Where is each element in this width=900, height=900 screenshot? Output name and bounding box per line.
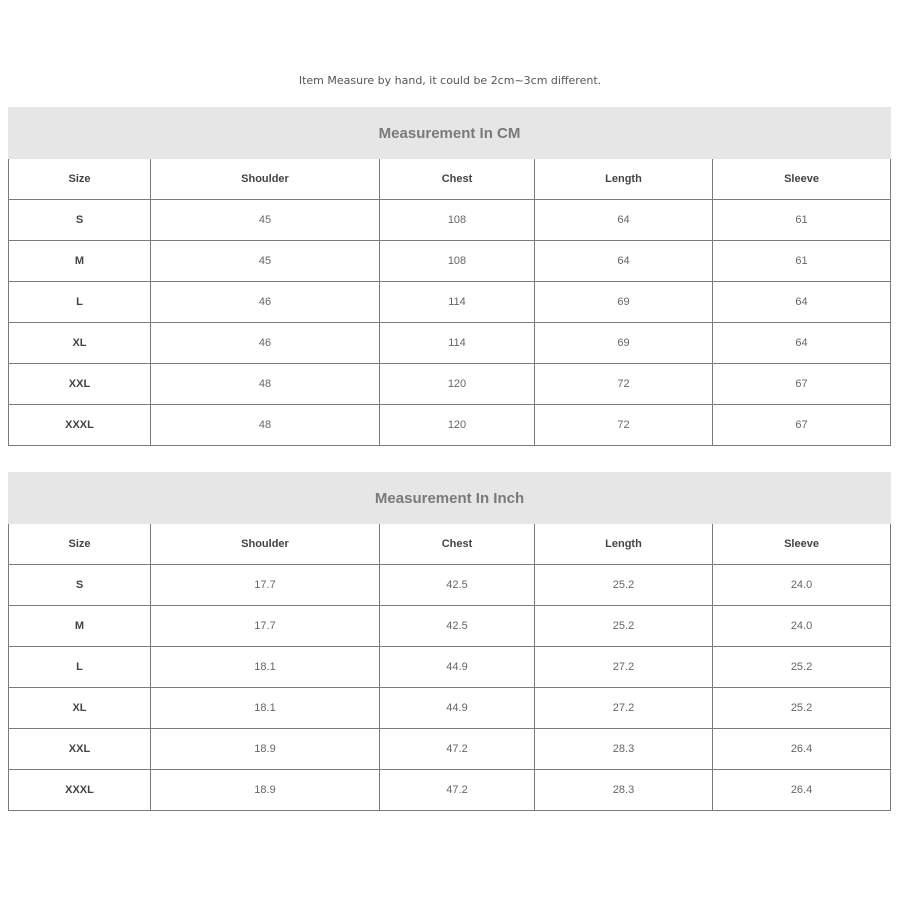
cell-length: 72 xyxy=(535,364,713,405)
cell-shoulder: 48 xyxy=(151,364,380,405)
table-row xyxy=(9,688,891,729)
cell-length: 69 xyxy=(535,282,713,323)
cell-sleeve: 64 xyxy=(713,282,891,323)
cell-shoulder: 18.1 xyxy=(151,688,380,729)
cell-chest: 114 xyxy=(380,282,535,323)
table-row xyxy=(9,770,891,811)
cell-size: XXXL xyxy=(9,770,151,811)
column-header-chest: Chest xyxy=(380,159,535,200)
table-row xyxy=(9,729,891,770)
cell-size: S xyxy=(9,565,151,606)
cell-chest: 108 xyxy=(380,200,535,241)
cell-shoulder: 17.7 xyxy=(151,606,380,647)
size-table-cm xyxy=(8,107,891,446)
column-header-sleeve: Sleeve xyxy=(713,524,891,565)
table-body xyxy=(9,565,891,811)
cell-chest: 108 xyxy=(380,241,535,282)
cell-chest: 47.2 xyxy=(380,729,535,770)
cell-sleeve: 26.4 xyxy=(713,770,891,811)
table-row xyxy=(9,606,891,647)
cell-shoulder: 45 xyxy=(151,200,380,241)
column-header-sleeve: Sleeve xyxy=(713,159,891,200)
table-caption-row xyxy=(9,108,891,159)
column-header-length: Length xyxy=(535,524,713,565)
cell-sleeve: 61 xyxy=(713,241,891,282)
table-row xyxy=(9,241,891,282)
cell-shoulder: 45 xyxy=(151,241,380,282)
cell-shoulder: 17.7 xyxy=(151,565,380,606)
cell-size: L xyxy=(9,282,151,323)
cell-size: XL xyxy=(9,323,151,364)
cell-sleeve: 24.0 xyxy=(713,606,891,647)
cell-shoulder: 18.9 xyxy=(151,729,380,770)
cell-shoulder: 48 xyxy=(151,405,380,446)
cell-chest: 114 xyxy=(380,323,535,364)
cell-length: 25.2 xyxy=(535,606,713,647)
table-title: Measurement In CM xyxy=(9,108,891,159)
cell-size: XXL xyxy=(9,729,151,770)
table-caption-row xyxy=(9,473,891,524)
table-header-row xyxy=(9,524,891,565)
table-body xyxy=(9,200,891,446)
table-header-row xyxy=(9,159,891,200)
cell-length: 64 xyxy=(535,241,713,282)
cell-size: S xyxy=(9,200,151,241)
cell-chest: 44.9 xyxy=(380,688,535,729)
cell-shoulder: 18.1 xyxy=(151,647,380,688)
table-row xyxy=(9,323,891,364)
cell-sleeve: 25.2 xyxy=(713,647,891,688)
column-header-shoulder: Shoulder xyxy=(151,524,380,565)
cell-length: 28.3 xyxy=(535,729,713,770)
cell-length: 72 xyxy=(535,405,713,446)
cell-length: 64 xyxy=(535,200,713,241)
cell-sleeve: 67 xyxy=(713,364,891,405)
cell-length: 25.2 xyxy=(535,565,713,606)
cell-sleeve: 61 xyxy=(713,200,891,241)
cell-size: L xyxy=(9,647,151,688)
measurement-note: Item Measure by hand, it could be 2cm~3cm different. xyxy=(298,74,602,87)
cell-size: XXXL xyxy=(9,405,151,446)
cell-chest: 44.9 xyxy=(380,647,535,688)
table-row xyxy=(9,405,891,446)
cell-sleeve: 64 xyxy=(713,323,891,364)
column-header-length: Length xyxy=(535,159,713,200)
cell-sleeve: 67 xyxy=(713,405,891,446)
cell-size: XXL xyxy=(9,364,151,405)
cell-chest: 42.5 xyxy=(380,565,535,606)
cell-shoulder: 46 xyxy=(151,282,380,323)
cell-sleeve: 24.0 xyxy=(713,565,891,606)
cell-chest: 42.5 xyxy=(380,606,535,647)
table-title: Measurement In Inch xyxy=(9,473,891,524)
cell-shoulder: 46 xyxy=(151,323,380,364)
column-header-size: Size xyxy=(9,524,151,565)
cell-size: XL xyxy=(9,688,151,729)
cell-chest: 120 xyxy=(380,364,535,405)
cell-size: M xyxy=(9,606,151,647)
cell-chest: 47.2 xyxy=(380,770,535,811)
table-row xyxy=(9,200,891,241)
column-header-chest: Chest xyxy=(380,524,535,565)
size-table-inch xyxy=(8,472,891,811)
table-row xyxy=(9,647,891,688)
cell-length: 27.2 xyxy=(535,688,713,729)
table-row xyxy=(9,565,891,606)
column-header-shoulder: Shoulder xyxy=(151,159,380,200)
cell-sleeve: 26.4 xyxy=(713,729,891,770)
cell-chest: 120 xyxy=(380,405,535,446)
column-header-size: Size xyxy=(9,159,151,200)
cell-length: 27.2 xyxy=(535,647,713,688)
table-row xyxy=(9,364,891,405)
cell-length: 28.3 xyxy=(535,770,713,811)
cell-length: 69 xyxy=(535,323,713,364)
cell-size: M xyxy=(9,241,151,282)
cell-shoulder: 18.9 xyxy=(151,770,380,811)
table-row xyxy=(9,282,891,323)
cell-sleeve: 25.2 xyxy=(713,688,891,729)
